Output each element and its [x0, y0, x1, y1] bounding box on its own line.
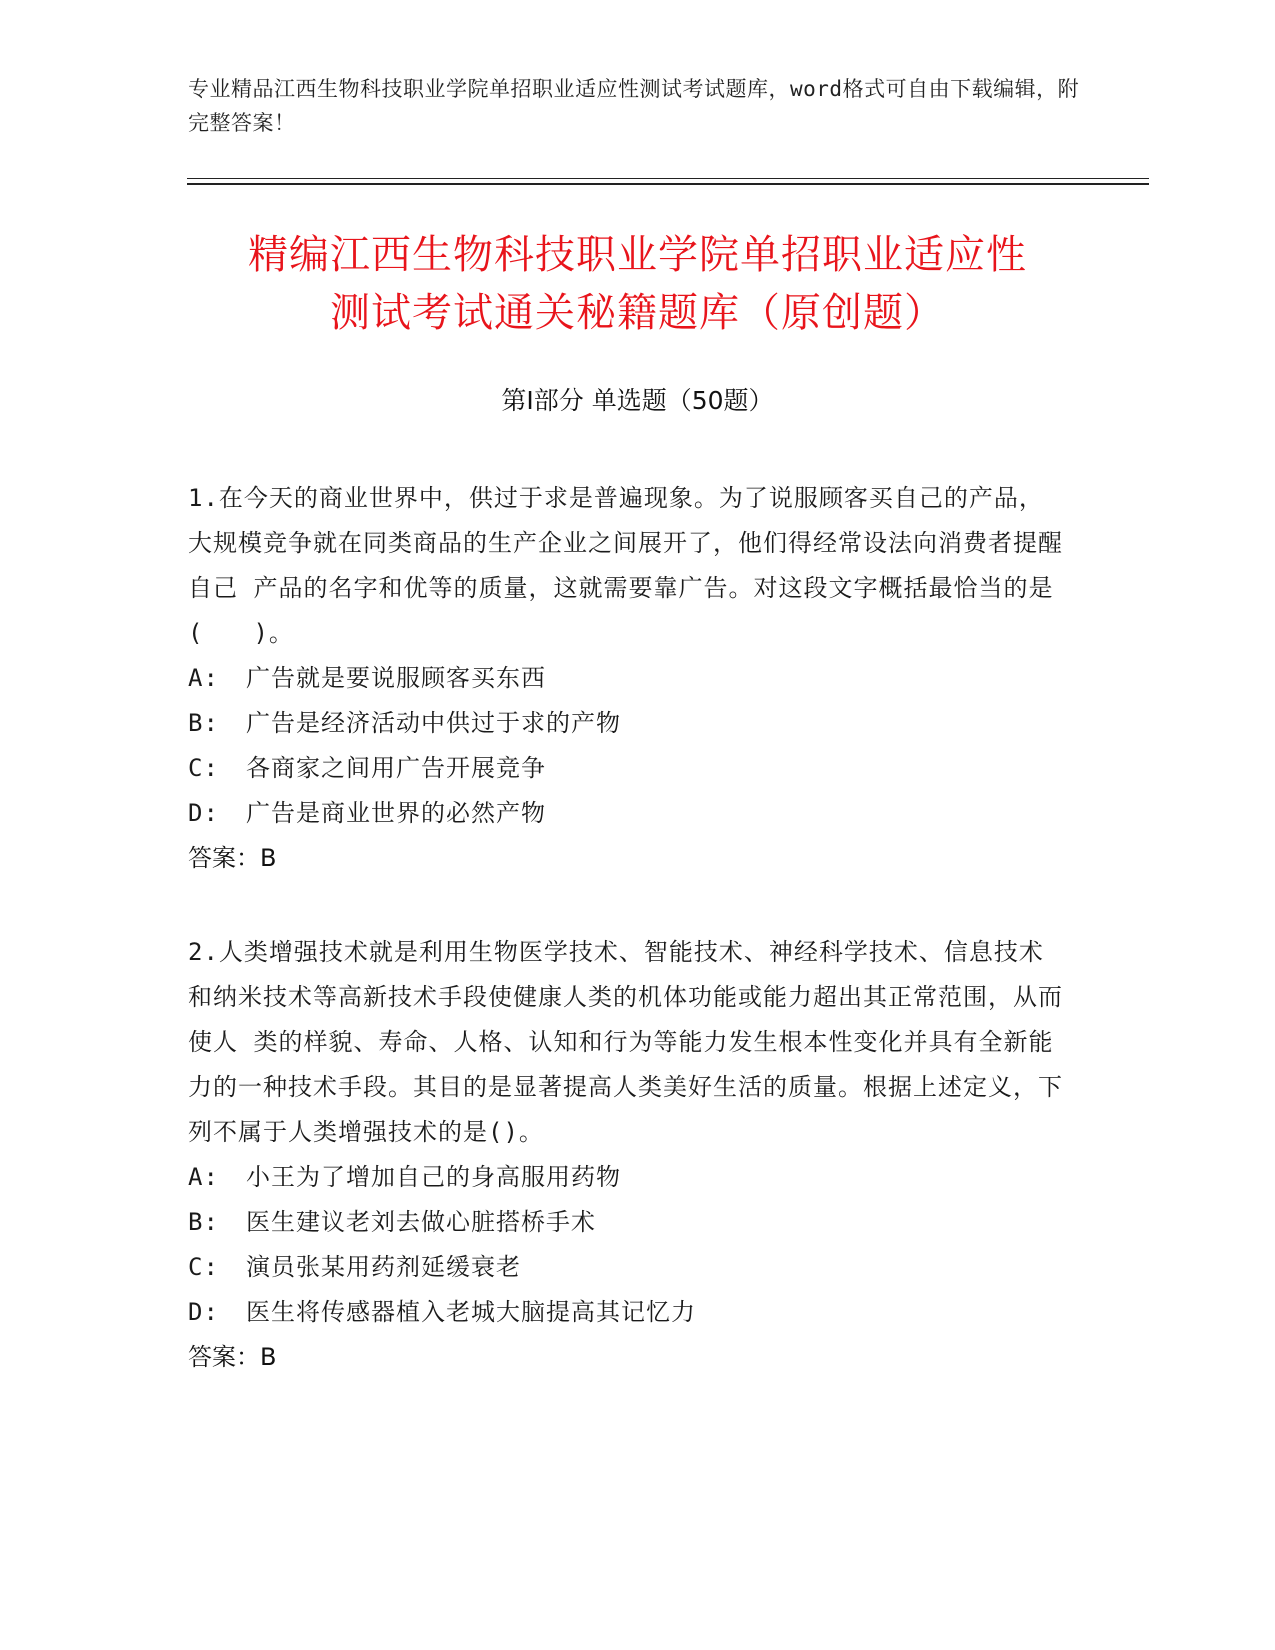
- option-text: 广告是商业世界的必然产物: [246, 799, 546, 827]
- option-key: C:: [188, 1253, 219, 1281]
- answer-line: 答案：B: [188, 1343, 277, 1371]
- section-title: 第Ⅰ部分 单选题（50题）: [501, 386, 774, 415]
- option-d: [188, 1290, 1068, 1335]
- option-text: 医生建议老刘去做心脏搭桥手术: [246, 1208, 596, 1236]
- option-key: D:: [188, 799, 219, 827]
- document-title-line-2: 测试考试通关秘籍题库（原创题）: [330, 290, 945, 336]
- option-key: C:: [188, 754, 219, 782]
- option-text: 医生将传感器植入老城大脑提高其记忆力: [246, 1298, 696, 1326]
- option-text: 广告是经济活动中供过于求的产物: [246, 709, 621, 737]
- option-key: D:: [188, 1298, 219, 1326]
- option-b: [188, 701, 1068, 746]
- question-stem: 1.在今天的商业世界中，供过于求是普遍现象。为了说服顾客买自己的产品， 大规模竞争就在同类商品的生产企业之间展开了，他们得经常设法向消费者提醒自己 产品的名字和优等的质量，这就需要靠广告。对这段文字概括最恰当的是( )。: [188, 484, 1063, 647]
- option-text: 广告就是要说服顾客买东西: [246, 664, 546, 692]
- header-note: 专业精品江西生物科技职业学院单招职业适应性测试考试题库，word格式可自由下载编辑，附完整答案！: [188, 77, 1080, 135]
- option-b: [188, 1200, 1068, 1245]
- option-c: [188, 1245, 1068, 1290]
- answer-line: 答案：B: [188, 844, 277, 872]
- header-rule-thin: [187, 178, 1149, 179]
- document-title-line-1: 精编江西生物科技职业学院单招职业适应性: [248, 232, 1027, 278]
- option-key: A:: [188, 1163, 219, 1191]
- document-title: [140, 226, 1135, 342]
- option-key: A:: [188, 664, 219, 692]
- question-stem: 2.人类增强技术就是利用生物医学技术、智能技术、神经科学技术、信息技术和纳米技术等高新技术手段使健康人类的机体功能或能力超出其正常范围，从而使人 类的样貌、寿命、人格、认知和行为等能力发生根本性变化并具有全新能力的一种技术手段。其目的是显著提高人类美好生活的质量。根据上述定义，下列不属于人类增强技术的是()。: [188, 938, 1063, 1146]
- option-key: B:: [188, 1208, 219, 1236]
- option-d: [188, 791, 1068, 836]
- option-text: 小王为了增加自己的身高服用药物: [246, 1163, 621, 1191]
- option-text: 演员张某用药剂延缓衰老: [246, 1253, 521, 1281]
- option-c: [188, 746, 1068, 791]
- question-item: [188, 930, 1068, 1380]
- option-text: 各商家之间用广告开展竞争: [246, 754, 546, 782]
- question-item: [188, 476, 1068, 881]
- option-a: [188, 1155, 1068, 1200]
- header-rule-thick: [187, 183, 1149, 185]
- option-a: [188, 656, 1068, 701]
- option-key: B:: [188, 709, 219, 737]
